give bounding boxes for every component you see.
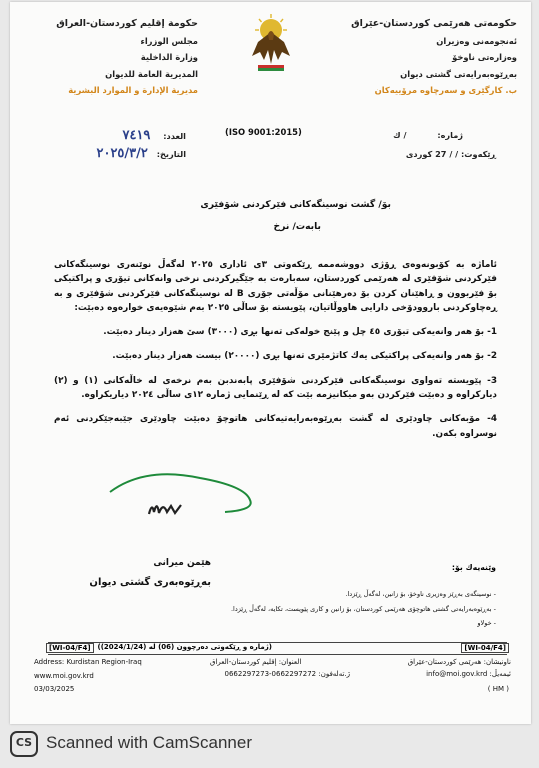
ar-council-name: مجلس الوزراء [140, 35, 198, 46]
ar-directorate-name: المديرية العامة للديوان [105, 68, 198, 79]
form-code-right: [WI-04/F4] [461, 643, 509, 653]
cc-heading: وێنەیەك بۆ: [451, 563, 496, 572]
ku-council-name: ئەنجومەنی وەزیران [436, 35, 517, 46]
ku-directorate-name: بەڕێوەبەرایەتی گشتی دیوان [400, 68, 517, 79]
address-ar: العنوان: إقليم كوردستان-العراق [210, 658, 302, 666]
iso-certification: (ISO 9001:2015) [225, 127, 302, 137]
email-link[interactable]: info@moi.gov.krd [426, 670, 488, 678]
letter-item-3: 3- پێویستە تەواوی نوسینگەكانی فێركردنی شۆفێری پابەندبن بەم نرخەی لە خاڵەكانی (١) و (٢) دیاركراوە و دەبێت فێركردن بەو میكانیزمە بێت كە لە ڕێنمایی ژمارە ١٢ی ساڵی ٢٠٢٤ دیاریكراوە. [54, 375, 498, 401]
address-ku: ناونیشان: هەرێمی كوردستان-عێراق [407, 658, 511, 666]
letter-item-4: 4- مۆبەكانی چاودێری لە گشت بەڕێوەبەرایەتیەكانی هاتوچۆ دەبێت چاودێری جێبەجێكردنی ئەم نوسراوە بكەن. [54, 414, 497, 439]
ku-ref-label: ژمارە: [437, 130, 463, 140]
ar-date [66, 146, 186, 161]
cc-list [76, 587, 496, 631]
ku-date: ڕێكەوت: / / 27 كوردی [405, 149, 496, 159]
ku-ministry-name: وەزارەتی ناوخۆ [452, 52, 517, 62]
ar-ref-value: ٧٤١٩ [122, 128, 151, 143]
letter-item-1: 1- بۆ هەر وانەیەكی تیۆری ٤٥ چل و پێنج خولەكی تەنها بڕی (٣٠٠٠) سێ هەزار دینار دەبێت. [103, 327, 497, 338]
website-link[interactable]: www.moi.gov.krd [34, 672, 94, 680]
letter-item-2: 2- بۆ هەر وانەیەكی پراكتیكی یەك كاتژمێری تەنها بڕی (٢٠٠٠٠) بیست هەزار دینار دەبێت. [112, 351, 497, 362]
footer-issue-note: (ژمارە و ڕێكەوتی دەرچوون (06) لە (2024/1/24)) [97, 643, 272, 651]
ar-date-label: التاريخ: [156, 149, 186, 159]
footer-hm: ( HM ) [487, 685, 509, 693]
ku-department-name: ب. كارگێری و سەرچاوە مرۆییەكان [374, 85, 517, 95]
ar-reference [66, 128, 186, 143]
ar-ref-label: العدد: [163, 131, 186, 141]
ar-government-name: حكومة إقليم كوردستان-العراق [56, 18, 198, 29]
camscanner-watermark: Scanned with CamScanner [46, 733, 253, 752]
letter-intro: ئاماژە بە كۆبونەوەی ڕۆژی دووشەممە ڕێكەوتی ٣ی ئاداری ٢٠٢٥ لەگەڵ نوێنەری نوسینگەكانی فێركردنی شۆفێری لە هەرێمی كوردستان، سەبارەت بە جێگیركردنی نرخی وانەكانی تیۆری و پراكتیكی بۆ فێربوون و ڕاهێنان كردن بۆ دەرهێنانی مۆڵەتی جۆری B لە نوسینگەكانی فێركردنی شۆفێری و بە ڕەچاوكردنی باروودۆخی دارایی هاووڵاتیان، پێویستە بۆ ساڵی ٢٠٢٥ بەم شێوەیەی خوارەوە دەبێت: [54, 260, 497, 313]
ku-reference [393, 130, 463, 140]
signatory-title: بەڕێوەبەری گشتی دیوان [89, 577, 211, 588]
kurdish-letterhead [327, 16, 517, 99]
signatory-name: هێمن میرانی [153, 558, 211, 568]
footer-bar [48, 642, 507, 655]
phone-number: 0662297273-0662297272 [224, 670, 317, 678]
ar-date-value: ٢٠٢٥/٣/٢ [96, 146, 148, 161]
ku-ref-value: / ك [393, 130, 407, 140]
form-code-left: [WI-04/F4] [46, 643, 94, 653]
camscanner-logo-icon: CS [10, 731, 38, 757]
cc-item: - نوسینگەی بەڕێز وەزیری ناوخۆ، بۆ زانین، لەگەڵ ڕێزدا. [345, 590, 496, 598]
letter-addressee: بۆ/ گشت نوسینگەكانی فێركردنی شۆفێری [200, 199, 391, 210]
letter-body [54, 258, 497, 451]
ar-ministry-name: وزارة الداخلية [140, 52, 198, 62]
cc-item: - بەڕێوەبەرایەتی گشتی هاتوچۆی هەرێمی كوردستان، بۆ زانین و كاری پێویست، تكایە، لەگەڵ ڕێزدا. [230, 604, 496, 613]
arabic-letterhead [18, 16, 198, 99]
phone-label: ژ.تەلەفون: [318, 670, 350, 678]
kurdistan-emblem-icon [246, 12, 296, 74]
phone-line [210, 670, 350, 678]
ku-government-name: حكومەتی هەرێمی كوردستان-عێراق [351, 18, 517, 29]
ar-department-name: مديرية الإدارة و الموارد البشرية [68, 85, 198, 95]
email-line [361, 670, 511, 678]
footer-date: 03/03/2025 [34, 685, 75, 693]
cc-item: - خولاو [477, 619, 496, 627]
letter-subject: بابەت/ نرخ [273, 221, 321, 232]
email-label: ئیمەیڵ: [489, 670, 511, 678]
letter-page [10, 2, 531, 724]
address-en: Address: Kurdistan Region-Iraq [34, 658, 142, 666]
handwritten-signature [105, 472, 255, 517]
